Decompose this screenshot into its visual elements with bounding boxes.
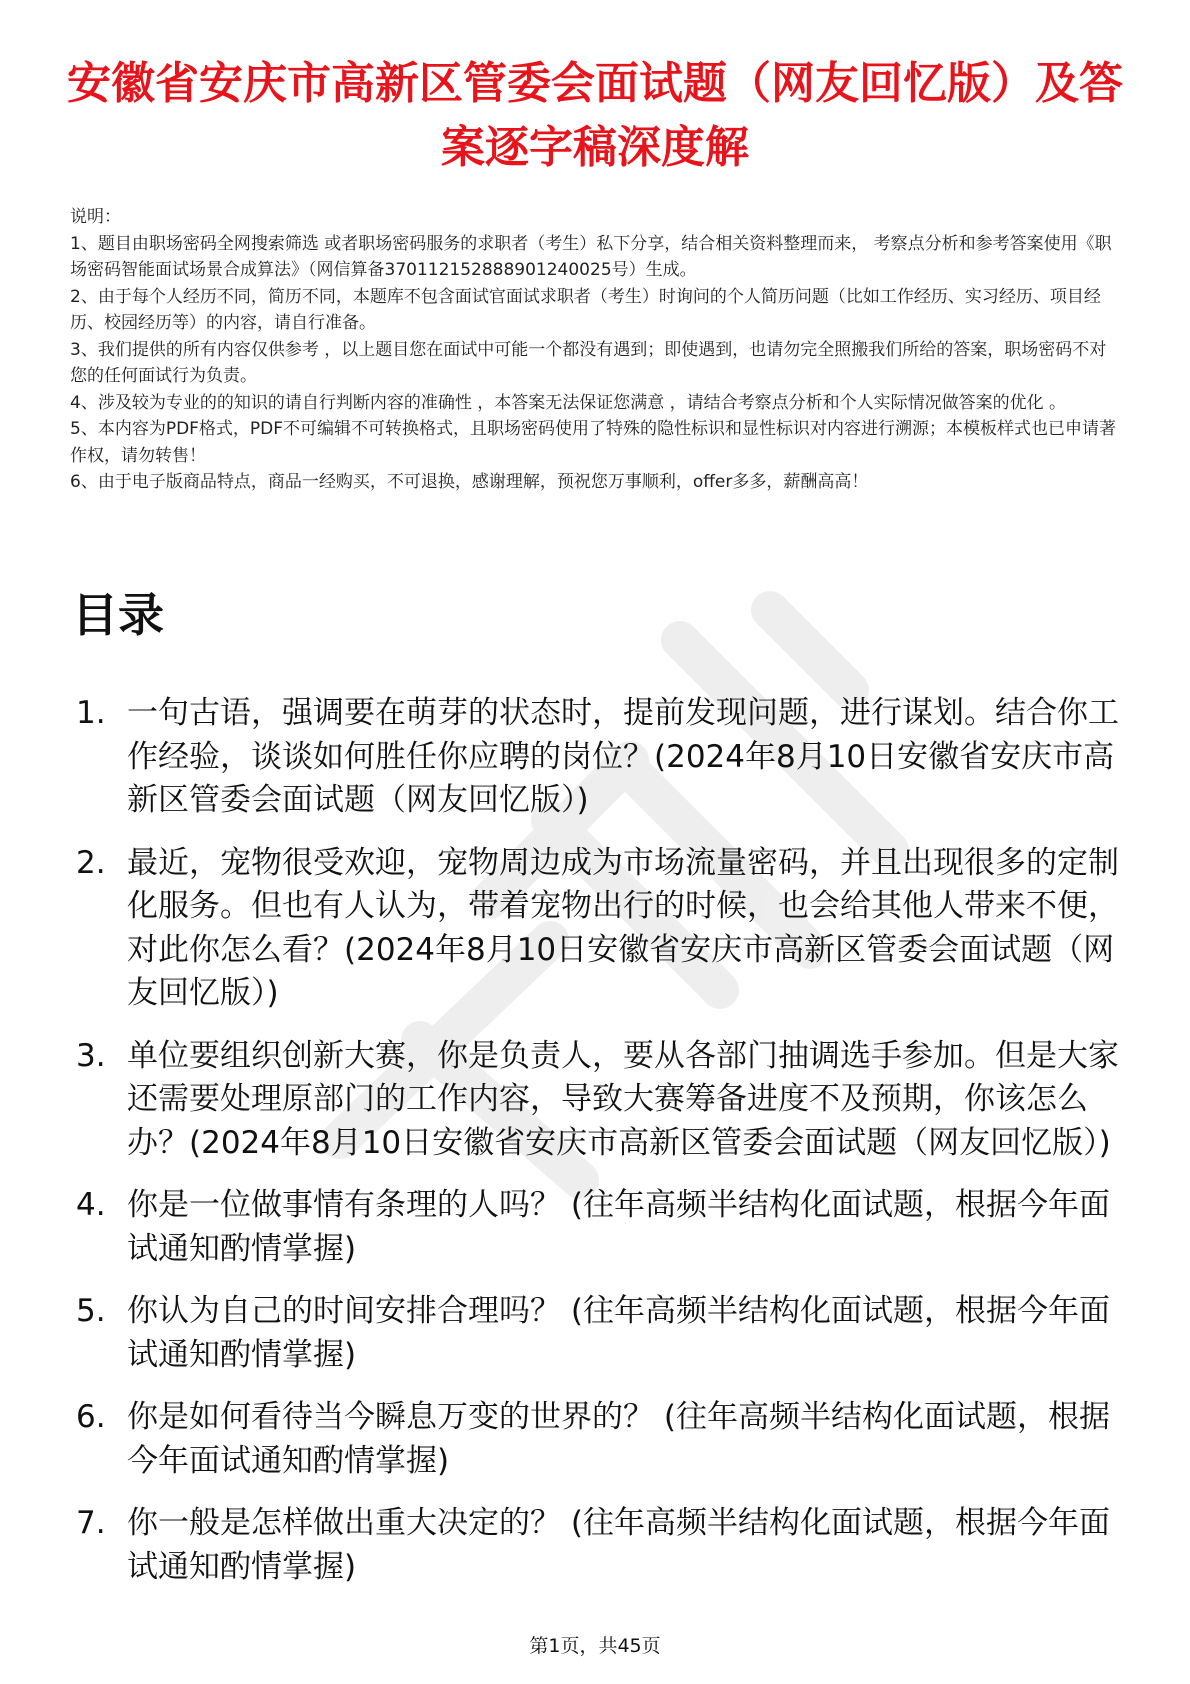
note-item: 6、由于电子版商品特点，商品一经购买，不可退换，感谢理解，预祝您万事顺利，offer多多，薪酬高高！ [70, 472, 869, 492]
toc-item[interactable] [72, 692, 1132, 823]
toc-item[interactable] [72, 1290, 1132, 1377]
toc-item-number: 1. [76, 695, 106, 731]
note-item: 4、涉及较为专业的的知识的请自行判断内容的准确性 ，本答案无法保证您满意 ，请结合考察点分析和个人实际情况做答案的优化 。 [70, 392, 1067, 413]
table-of-contents [72, 692, 1132, 1608]
toc-item[interactable] [72, 1184, 1132, 1271]
notes-heading: 说明： [70, 207, 121, 227]
toc-item-text: 最近，宠物很受欢迎，宠物周边成为市场流量密码，并且出现很多的定制化服务。但也有人认为，带着宠物出行的时候，也会给其他人带来不便，对此你怎么看？(2024年8月10日安徽省安庆市高新区管委会面试题（网友回忆版）) [127, 844, 1119, 1011]
toc-item-number: 4. [76, 1187, 106, 1223]
toc-item-text: 单位要组织创新大赛，你是负责人，要从各部门抽调选手参加。但是大家还需要处理原部门的工作内容，导致大赛筹备进度不及预期，你该怎么办？(2024年8月10日安徽省安庆市高新区管委会面试题（网友回忆版）) [127, 1037, 1119, 1161]
note-item: 2、由于每个人经历不同，简历不同，本题库不包含面试官面试求职者（考生）时询问的个人简历问题（比如工作经历、实习经历、项目经历、校园经历等）的内容，请自行准备。 [70, 286, 1101, 333]
note-item: 1、题目由职场密码全网搜索筛选 或者职场密码服务的求职者（考生）私下分享，结合相关资料整理而来， 考察点分析和参考答案使用《职场密码智能面试场景合成算法》（网信算备370112152888901240025号）生成。 [70, 233, 1112, 280]
toc-heading: 目录 [72, 588, 164, 642]
toc-item[interactable] [72, 1035, 1132, 1166]
toc-item-text: 你一般是怎样做出重大决定的？ (往年高频半结构化面试题，根据今年面试通知酌情掌握) [127, 1505, 1110, 1585]
toc-item-number: 6. [76, 1399, 106, 1435]
toc-item-number: 3. [76, 1037, 106, 1074]
note-item: 3、我们提供的所有内容仅供参考 ，以上题目您在面试中可能一个都没有遇到；即使遇到，也请勿完全照搬我们所给的答案，职场密码不对您的任何面试行为负责。 [70, 339, 1107, 386]
toc-item-number: 2. [76, 844, 106, 881]
toc-item[interactable] [72, 842, 1132, 1016]
notes-section [70, 204, 1120, 496]
page-footer: 第1页，共45页 [529, 1635, 661, 1657]
toc-item[interactable] [72, 1396, 1132, 1483]
toc-item-text: 你认为自己的时间安排合理吗？ (往年高频半结构化面试题，根据今年面试通知酌情掌握) [127, 1293, 1110, 1373]
document-title: 安徽省安庆市高新区管委会面试题（网友回忆版）及答案逐字稿深度解 [67, 58, 1123, 173]
toc-item-number: 5. [76, 1293, 106, 1329]
toc-item[interactable] [72, 1502, 1132, 1589]
toc-item-number: 7. [76, 1505, 106, 1541]
toc-item-text: 你是一位做事情有条理的人吗？ (往年高频半结构化面试题，根据今年面试通知酌情掌握) [127, 1187, 1110, 1267]
toc-item-text: 你是如何看待当今瞬息万变的世界的？ (往年高频半结构化面试题，根据今年面试通知酌情掌握) [127, 1399, 1110, 1479]
note-item: 5、本内容为PDF格式，PDF不可编辑不可转换格式，且职场密码使用了特殊的隐性标识和显性标识对内容进行溯源；本模板样式也已申请著作权，请勿转售！ [70, 419, 1117, 466]
toc-item-text: 一句古语，强调要在萌芽的状态时，提前发现问题，进行谋划。结合你工作经验，谈谈如何胜任你应聘的岗位？(2024年8月10日安徽省安庆市高新区管委会面试题（网友回忆版）) [127, 695, 1119, 818]
